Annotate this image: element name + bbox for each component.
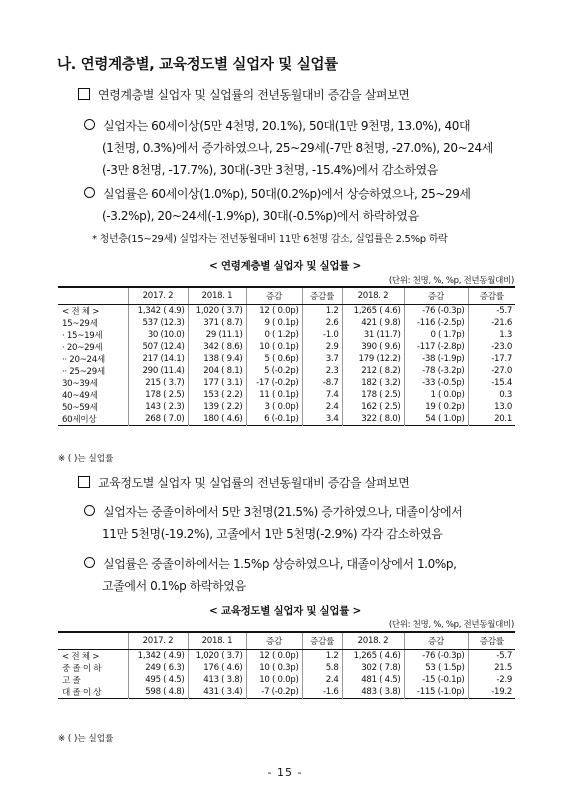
table-cell: 180 ( 4.6) (188, 413, 246, 426)
edu-table-caption: < 교육정도별 실업자 및 실업률 > (209, 605, 361, 617)
circle-bullet-icon (84, 119, 95, 130)
table-cell: 217 (14.1) (128, 353, 188, 365)
table-cell: 212 ( 8.2) (342, 365, 404, 377)
table-cell: 598 ( 4.8) (128, 686, 188, 699)
table-cell: 3.7 (302, 353, 342, 365)
page-number: - 15 - (267, 766, 303, 779)
row-label: ·· 20~24세 (62, 355, 105, 365)
table-cell: 1 ( 0.0p) (404, 389, 468, 401)
table-cell: 215 ( 3.7) (128, 377, 188, 389)
table-cell: 3.4 (302, 413, 342, 426)
table-cell: 3 ( 0.0p) (246, 401, 302, 413)
table-row (58, 389, 515, 401)
age-table (58, 286, 515, 426)
column-header: 증감률 (302, 632, 342, 650)
row-label: · 20~29세 (62, 343, 103, 353)
table-cell: 29 (11.1) (188, 329, 246, 341)
table-cell: 178 ( 2.5) (342, 389, 404, 401)
table-cell: 19 ( 0.2p) (404, 401, 468, 413)
column-header: 증감 (246, 287, 302, 305)
column-header: 증감률 (468, 632, 515, 650)
circle-bullet-icon (84, 557, 95, 568)
table-cell: 371 ( 8.7) (188, 317, 246, 329)
table-cell: -38 (-1.9p) (404, 353, 468, 365)
table-row (58, 341, 515, 353)
table-cell: 0 ( 1.2p) (246, 329, 302, 341)
table-cell: 6 (-0.1p) (246, 413, 302, 426)
table-cell: 431 ( 3.4) (188, 686, 246, 699)
table-cell: 153 ( 2.2) (188, 389, 246, 401)
table-cell: 2.6 (302, 317, 342, 329)
table-row (58, 674, 515, 686)
table-cell: 1.2 (302, 650, 342, 663)
table-cell: 1.2 (302, 305, 342, 318)
table-cell: 390 ( 9.6) (342, 341, 404, 353)
column-header: 2018. 1 (188, 632, 246, 650)
table-cell: 507 (12.4) (128, 341, 188, 353)
table-cell: -23.0 (468, 341, 515, 353)
row-label: 15~29세 (62, 319, 98, 329)
table-cell: 5 ( 0.6p) (246, 353, 302, 365)
column-header: 증감률 (302, 287, 342, 305)
table-row (58, 365, 515, 377)
age-table-unit: (단위: 천명, %, %p, 전년동월대비) (388, 276, 514, 286)
age-table-caption: < 연령계층별 실업자 및 실업률 > (209, 260, 361, 272)
table-cell: 537 (12.3) (128, 317, 188, 329)
table-cell: 12 ( 0.0p) (246, 305, 302, 318)
table-cell: 21.5 (468, 662, 515, 674)
table-row (58, 686, 515, 699)
circle-bullet-icon (84, 187, 95, 198)
table-cell: 1,020 ( 3.7) (188, 305, 246, 318)
column-header: 2018. 2 (342, 632, 404, 650)
table-row (58, 662, 515, 674)
table-cell: 178 ( 2.5) (128, 389, 188, 401)
table-row (58, 377, 515, 389)
table-cell: 268 ( 7.0) (128, 413, 188, 426)
column-header: 2017. 2 (128, 287, 188, 305)
table-cell: 30 (10.0) (128, 329, 188, 341)
circle-bullet-icon (84, 505, 95, 516)
table-cell: 0.3 (468, 389, 515, 401)
age-paragraph-2-line-2: (-3.2%p), 20~24세(-1.9%p), 30대(-0.5%p)에서 하락하였음 (102, 209, 419, 223)
age-table-header (58, 287, 515, 305)
table-cell: 342 ( 8.6) (188, 341, 246, 353)
table-cell: 421 ( 9.8) (342, 317, 404, 329)
column-header: 증감 (404, 287, 468, 305)
table-cell: 302 ( 7.8) (342, 662, 404, 674)
edu-paragraph-2-line-2: 고졸에서 0.1%p 하락하였음 (102, 579, 246, 593)
table-cell: 2.4 (302, 674, 342, 686)
row-label: 50~59세 (62, 403, 98, 413)
table-cell: 176 ( 4.6) (188, 662, 246, 674)
table-cell: -1.0 (302, 329, 342, 341)
table-row (58, 305, 515, 318)
table-cell: 177 ( 3.1) (188, 377, 246, 389)
column-header: 증감 (404, 632, 468, 650)
row-label: 중 졸 이 하 (62, 664, 102, 674)
table-cell: 0 ( 1.7p) (404, 329, 468, 341)
table-cell: 2.4 (302, 401, 342, 413)
table-cell: -115 (-1.0p) (404, 686, 468, 699)
table-cell: 322 ( 8.0) (342, 413, 404, 426)
row-label: 고 졸 (62, 676, 81, 686)
table-cell: -19.2 (468, 686, 515, 699)
table-cell: -2.9 (468, 674, 515, 686)
age-paragraph-1-line-2: (1천명, 0.3%)에서 증가하였으나, 25~29세(-7만 8천명, -27.0%), 20~24세 (102, 141, 493, 155)
edu-table-header (58, 632, 515, 650)
table-cell: -117 (-2.8p) (404, 341, 468, 353)
table-cell: -15 (-0.1p) (404, 674, 468, 686)
table-cell: 1.3 (468, 329, 515, 341)
table-cell: 483 ( 3.8) (342, 686, 404, 699)
table-cell: 31 (11.7) (342, 329, 404, 341)
table-cell: 12 ( 0.0p) (246, 650, 302, 663)
table-cell: 53 ( 1.5p) (404, 662, 468, 674)
column-header: 2018. 2 (342, 287, 404, 305)
column-header: 2017. 2 (128, 632, 188, 650)
table-cell: 495 ( 4.5) (128, 674, 188, 686)
table-cell: 13.0 (468, 401, 515, 413)
table-cell: 1,020 ( 3.7) (188, 650, 246, 663)
row-label: ·· 25~29세 (62, 367, 105, 377)
table-cell: -78 (-3.2p) (404, 365, 468, 377)
table-cell: -5.7 (468, 650, 515, 663)
column-header: 증감 (246, 632, 302, 650)
checkbox-square-icon (78, 476, 90, 488)
table-row (58, 401, 515, 413)
table-cell: 290 (11.4) (128, 365, 188, 377)
table-cell: 138 ( 9.4) (188, 353, 246, 365)
table-cell: 179 (12.2) (342, 353, 404, 365)
column-header: 증감률 (468, 287, 515, 305)
table-cell: -1.6 (302, 686, 342, 699)
table-cell: 10 ( 0.0p) (246, 674, 302, 686)
row-label: < 전 체 > (62, 307, 100, 317)
table-cell: 162 ( 2.5) (342, 401, 404, 413)
age-paragraph-1-line-3: (-3만 8천명, -17.7%), 30대(-3만 3천명, -15.4%)에서 감소하였음 (102, 163, 438, 177)
table-cell: -33 (-0.5p) (404, 377, 468, 389)
row-label: 대 졸 이 상 (62, 688, 102, 698)
table-cell: 5 (-0.2p) (246, 365, 302, 377)
table-cell: 10 ( 0.1p) (246, 341, 302, 353)
age-intro: 연령계층별 실업자 및 실업률의 전년동월대비 증감을 살펴보면 (78, 86, 409, 104)
table-cell: 9 ( 0.1p) (246, 317, 302, 329)
table-cell: 1,265 ( 4.6) (342, 650, 404, 663)
column-header (58, 632, 128, 650)
table-cell: -15.4 (468, 377, 515, 389)
table-row (58, 353, 515, 365)
row-label: · 15~19세 (62, 331, 103, 341)
table-cell: 11 ( 0.1p) (246, 389, 302, 401)
table-cell: 1,342 ( 4.9) (128, 650, 188, 663)
column-header (58, 287, 128, 305)
table-cell: 413 ( 3.8) (188, 674, 246, 686)
edu-table-note: ※ ( )는 실업률 (58, 734, 114, 744)
edu-paragraph-1-line-2: 11만 5천명(-19.2%), 고졸에서 1만 5천명(-2.9%) 각각 감소하였음 (102, 527, 443, 541)
table-cell: 2.9 (302, 341, 342, 353)
age-paragraph-2: 실업률은 60세이상(1.0%p), 50대(0.2%p)에서 상승하였으나, 25~29세 (84, 185, 471, 203)
row-label: 60세이상 (62, 415, 97, 425)
edu-table (58, 631, 515, 699)
table-cell: -8.7 (302, 377, 342, 389)
table-cell: 5.8 (302, 662, 342, 674)
row-label: 40~49세 (62, 391, 98, 401)
table-cell: -5.7 (468, 305, 515, 318)
table-cell: 139 ( 2.2) (188, 401, 246, 413)
table-cell: 481 ( 4.5) (342, 674, 404, 686)
table-cell: -27.0 (468, 365, 515, 377)
table-cell: -17 (-0.2p) (246, 377, 302, 389)
edu-intro: 교육정도별 실업자 및 실업률의 전년동월대비 증감을 살펴보면 (78, 474, 409, 492)
table-cell: 182 ( 3.2) (342, 377, 404, 389)
table-cell: -76 (-0.3p) (404, 305, 468, 318)
table-row (58, 317, 515, 329)
table-row (58, 650, 515, 663)
age-footnote: * 청년층(15~29세) 실업자는 전년동월대비 11만 6천명 감소, 실업률은 2.5%p 하락 (92, 234, 448, 245)
table-cell: 54 ( 1.0p) (404, 413, 468, 426)
table-cell: 204 ( 8.1) (188, 365, 246, 377)
table-cell: 2.3 (302, 365, 342, 377)
column-header: 2018. 1 (188, 287, 246, 305)
edu-paragraph-1: 실업자는 중졸이하에서 5만 3천명(21.5%) 증가하였으나, 대졸이상에서 (84, 503, 462, 521)
table-cell: 7.4 (302, 389, 342, 401)
row-label: 30~39세 (62, 379, 98, 389)
section-heading: 나. 연령계층별, 교육정도별 실업자 및 실업률 (57, 57, 338, 73)
age-paragraph-1: 실업자는 60세이상(5만 4천명, 20.1%), 50대(1만 9천명, 13.0%), 40대 (84, 117, 470, 135)
table-cell: 1,342 ( 4.9) (128, 305, 188, 318)
table-cell: -21.6 (468, 317, 515, 329)
edu-table-unit: (단위: 천명, %, %p, 전년동월대비) (388, 620, 514, 630)
table-cell: -17.7 (468, 353, 515, 365)
table-cell: 20.1 (468, 413, 515, 426)
table-cell: 249 ( 6.3) (128, 662, 188, 674)
table-cell: 1,265 ( 4.6) (342, 305, 404, 318)
table-cell: -76 (-0.3p) (404, 650, 468, 663)
checkbox-square-icon (78, 88, 90, 100)
table-cell: -116 (-2.5p) (404, 317, 468, 329)
table-row (58, 413, 515, 426)
row-label: < 전 체 > (62, 652, 100, 662)
age-table-note: ※ ( )는 실업률 (58, 454, 114, 464)
table-cell: 10 ( 0.3p) (246, 662, 302, 674)
table-cell: -7 (-0.2p) (246, 686, 302, 699)
edu-paragraph-2: 실업률은 중졸이하에서는 1.5%p 상승하였으나, 대졸이상에서 1.0%p, (84, 555, 457, 573)
table-row (58, 329, 515, 341)
table-cell: 143 ( 2.3) (128, 401, 188, 413)
